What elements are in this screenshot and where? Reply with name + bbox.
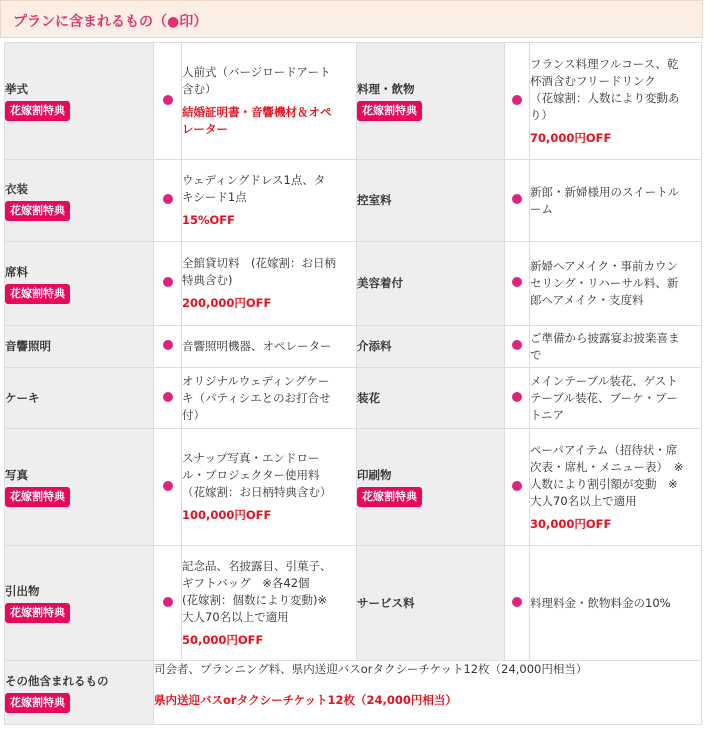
item-desc-cell [182,368,357,429]
included-dot-icon [163,340,173,350]
item-label: サービス料 [357,595,415,610]
item-desc: 新郎・新婦様用のスイートル ーム [530,184,680,216]
item-label: 衣装 [5,181,28,196]
item-label-cell [357,160,505,242]
item-desc: ウェディングドレス1点、タ キシード1点 [182,173,326,204]
item-benefit: 30,000円OFF [530,516,612,531]
item-desc-cell [530,326,702,368]
included-dot-icon [163,597,173,607]
item-desc: オリジナルウェディングケー キ（パティシエとのお打合せ 付） [182,373,331,422]
item-label: その他含まれるもの [5,673,109,688]
item-label: 挙式 [5,82,28,96]
item-label-cell [357,242,505,326]
item-desc-cell [530,429,702,546]
item-desc-cell [530,160,702,242]
plan-row [5,43,702,160]
item-desc: 記念品、名披露目、引菓子、 ギフトバッグ ※各42個 (花嫁割：個数により変動)※ 大人70名以上で適用 [182,558,332,624]
included-dot-icon [512,481,522,491]
hanayome-badge: 花嫁割特典 [5,693,70,713]
included-dot-icon [163,194,173,204]
hanayome-badge: 花嫁割特典 [5,201,70,221]
plan-row-other [5,661,702,725]
hanayome-badge: 花嫁割特典 [5,487,70,507]
item-label: 装花 [357,390,380,405]
item-label-cell [5,661,154,725]
plan-header [0,0,703,38]
item-desc: 料理料金・飲物料金の10% [530,595,671,610]
hanayome-badge: 花嫁割特典 [357,101,422,121]
included-dot-icon [163,481,173,491]
hanayome-badge: 花嫁割特典 [357,487,422,507]
item-desc: 新婦ヘアメイク・事前カウン セリング・リハーサル料、新 郎ヘアメイク・支度料 [530,259,679,307]
item-desc-cell [182,429,357,546]
item-label: ケーキ [5,390,40,405]
item-label: 控室料 [357,193,392,207]
item-label: 印刷物 [357,468,392,482]
item-desc: 人前式（バージロードアート 含む） [182,65,331,96]
item-desc: 全館貸切料 (花嫁割：お日柄 特典含む) [182,256,336,287]
item-label-cell [357,368,505,429]
item-desc-cell [182,326,357,368]
item-label-cell [5,160,154,242]
hanayome-badge: 花嫁割特典 [5,603,70,623]
included-dot-icon [163,277,173,287]
item-desc: フランス料理フルコース、乾 杯酒含むフリードリンク （花嫁割：人数により変動あ り） [530,56,680,122]
item-label: 引出物 [5,584,40,598]
item-label: 美容着付 [357,276,403,290]
item-label-cell [5,368,154,429]
item-benefit: 15%OFF [182,213,236,227]
included-dot-icon [512,340,522,350]
included-dot-icon [163,95,173,105]
item-desc-cell [154,661,702,725]
item-desc: メインテーブル装花、ゲスト テーブル装花、ブーケ・ブー トニア [530,373,678,422]
item-label: 音響照明 [5,339,51,353]
included-dot-icon [512,392,522,402]
item-label-cell [357,546,505,661]
item-label-cell [357,43,505,160]
item-label-cell [5,242,154,326]
item-desc-cell [530,43,702,160]
included-dot-icon [163,392,173,402]
plan-header-title: プランに含まれるもの（●印） [13,14,208,30]
item-label-cell [357,326,505,368]
item-benefit: 100,000円OFF [182,508,272,522]
included-dot-icon [512,277,522,287]
item-label-cell [5,546,154,661]
plan-row [5,429,702,546]
item-benefit: 県内送迎バスorタクシーチケット12枚（24,000円相当） [154,693,457,707]
item-desc: ご準備から披露宴お披楽喜ま で [530,330,680,362]
item-desc-cell [530,546,702,661]
included-dot-icon [512,597,522,607]
plan-row [5,368,702,429]
plan-row [5,160,702,242]
item-desc-cell [530,242,702,326]
item-desc: 音響照明機器、オペレーター [182,339,332,353]
item-benefit: 結婚証明書・音響機材＆オペ レーター [182,105,332,136]
included-dot-icon [512,194,522,204]
item-label-cell [5,429,154,546]
plan-table [4,42,702,725]
item-desc: ペーパアイテム（招待状・席 次表・席札・メニュー表） ※ 人数により割引額が変動 ※ 大人70名以上で適用 [530,442,684,508]
item-label: 料理・飲物 [357,82,415,96]
item-label: 写真 [5,468,28,482]
item-label-cell [5,326,154,368]
item-desc-cell [182,546,357,661]
item-desc-cell [182,160,357,242]
item-desc: スナップ写真・エンドロー ル・プロジェクター使用料 （花嫁割：お日柄特典含む） [182,451,332,499]
item-benefit: 70,000円OFF [530,130,612,145]
plan-row [5,326,702,368]
item-desc-cell [182,43,357,160]
item-label-cell [357,429,505,546]
item-benefit: 200,000円OFF [182,296,272,310]
hanayome-badge: 花嫁割特典 [5,284,70,304]
item-label-cell [5,43,154,160]
item-desc: 司会者、プランニング料、県内送迎バスorタクシーチケット12枚（24,000円相当） [154,662,588,676]
item-label: 介添料 [357,339,392,353]
included-dot-icon [512,95,522,105]
item-benefit: 50,000円OFF [182,632,264,647]
item-desc-cell [182,242,357,326]
plan-row [5,242,702,326]
plan-row [5,546,702,661]
item-desc-cell [530,368,702,429]
item-label: 席料 [5,264,28,279]
hanayome-badge: 花嫁割特典 [5,101,70,121]
